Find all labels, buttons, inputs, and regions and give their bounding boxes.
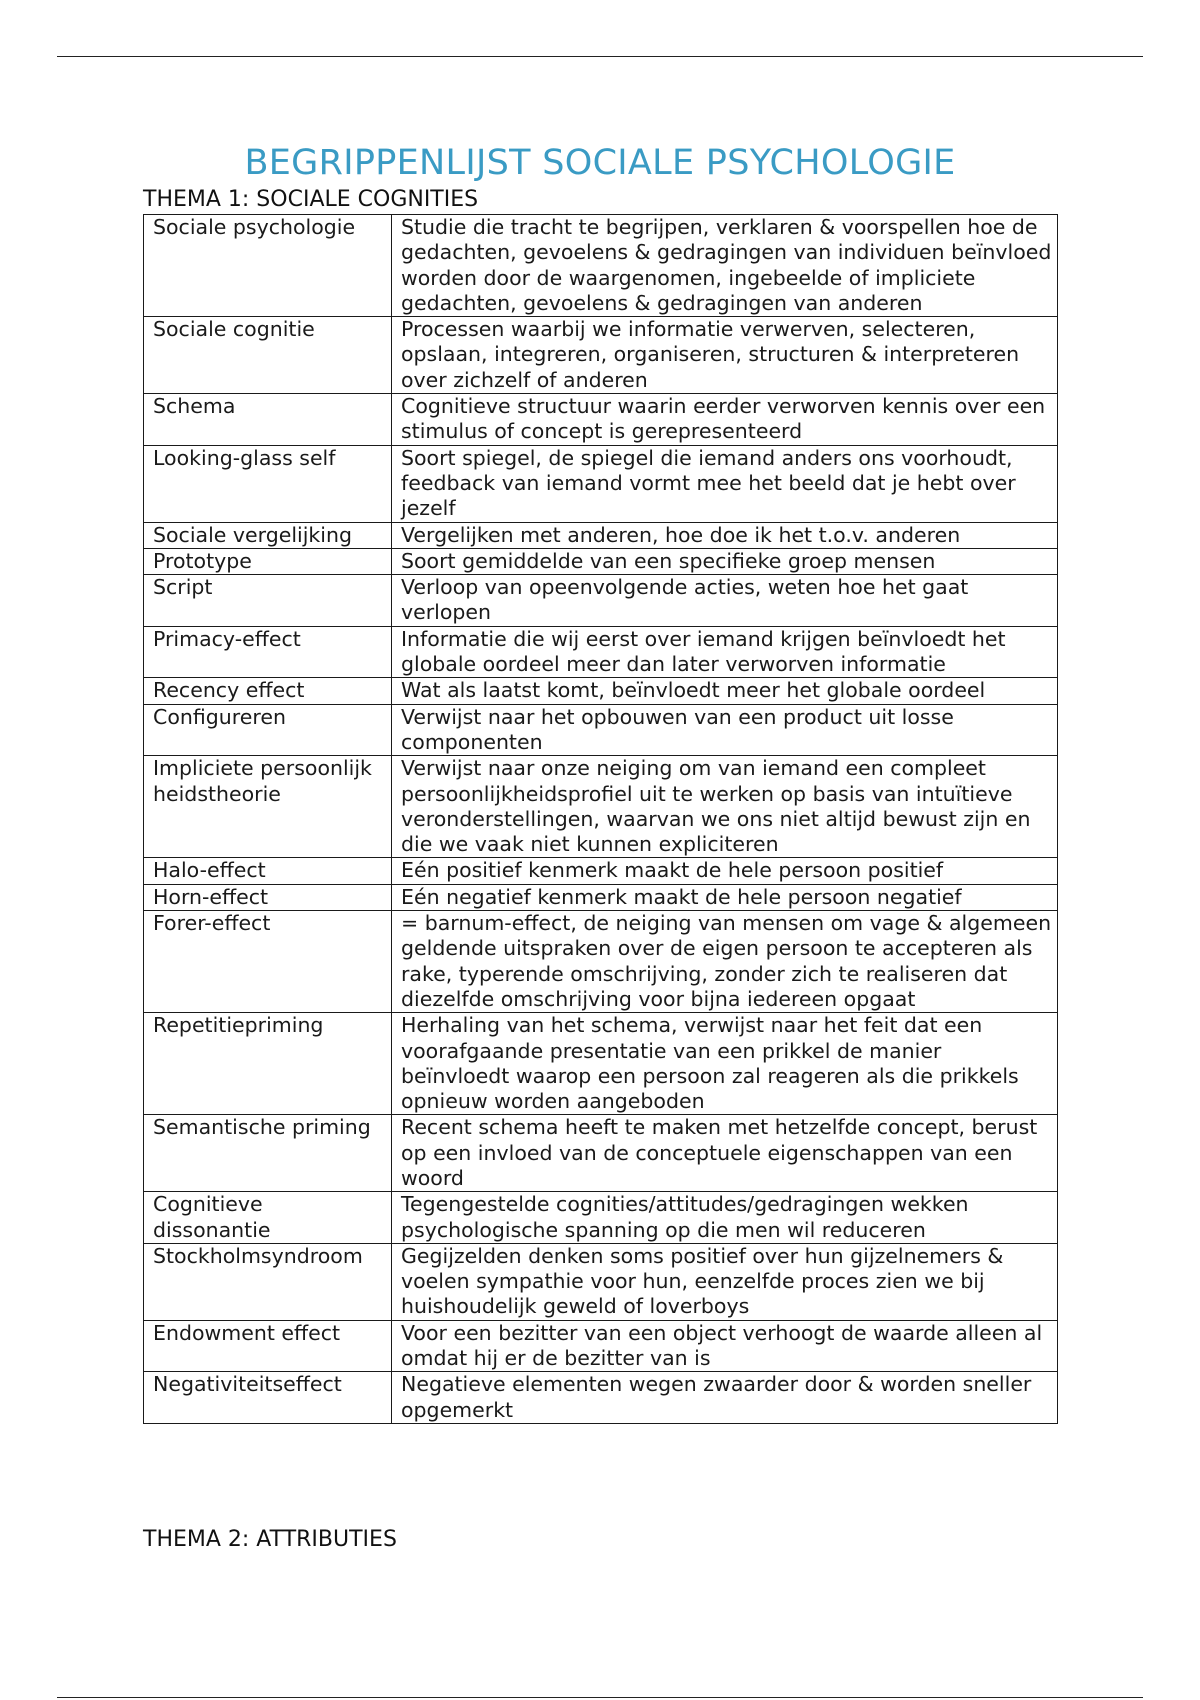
table-row (144, 575, 1058, 627)
definition-cell: Verwijst naar het opbouwen van een product uit losse componenten (392, 704, 1058, 756)
table-row (144, 1115, 1058, 1192)
term-cell: Halo-effect (144, 858, 392, 884)
definition-cell: Eén negatief kenmerk maakt de hele persoon negatief (392, 884, 1058, 910)
table-row (144, 858, 1058, 884)
definition-cell: Gegijzelden denken soms positief over hun gijzelnemers & voelen sympathie voor hun, eenzelfde proces zien we bij huishoudelijk geweld of loverboys (392, 1243, 1058, 1320)
term-cell: Negativiteitseffect (144, 1372, 392, 1424)
term-cell: Configureren (144, 704, 392, 756)
table-row (144, 1243, 1058, 1320)
term-cell: Prototype (144, 548, 392, 574)
term-cell: Looking-glass self (144, 445, 392, 522)
definition-cell: Negatieve elementen wegen zwaarder door & worden sneller opgemerkt (392, 1372, 1058, 1424)
term-cell: Schema (144, 394, 392, 446)
theme-2-heading: THEMA 2: ATTRIBUTIES (143, 1527, 397, 1552)
definition-cell: Recent schema heeft te maken met hetzelfde concept, berust op een invloed van de conceptuele eigenschappen van een woord (392, 1115, 1058, 1192)
definition-cell: Tegengestelde cognities/attitudes/gedragingen wekken psychologische spanning op die men wil reduceren (392, 1192, 1058, 1244)
definition-cell: Cognitieve structuur waarin eerder verworven kennis over een stimulus of concept is gerepresenteerd (392, 394, 1058, 446)
table-row (144, 626, 1058, 678)
table-row (144, 445, 1058, 522)
table-row (144, 317, 1058, 394)
definition-cell: Voor een bezitter van een object verhoogt de waarde alleen al omdat hij er de bezitter van is (392, 1320, 1058, 1372)
term-cell: Endowment effect (144, 1320, 392, 1372)
theme-1-heading: THEMA 1: SOCIALE COGNITIES (143, 187, 479, 212)
term-cell: Cognitieve dissonantie (144, 1192, 392, 1244)
header-rule (57, 56, 1143, 57)
definition-cell: Studie die tracht te begrijpen, verklaren & voorspellen hoe de gedachten, gevoelens & gedragingen van individuen beïnvloed worden door de waargenomen, ingebeelde of impliciete gedachten, gevoelens & gedragingen van anderen (392, 215, 1058, 317)
glossary-table (143, 214, 1058, 1424)
definition-cell: = barnum-effect, de neiging van mensen om vage & algemeen geldende uitspraken over de eigen persoon te accepteren als rake, typerende omschrijving, zonder zich te realiseren dat diezelfde omschrijving voor bijna iedereen opgaat (392, 911, 1058, 1013)
table-row (144, 1320, 1058, 1372)
term-cell: Repetitiepriming (144, 1013, 392, 1115)
term-cell: Sociale cognitie (144, 317, 392, 394)
definition-cell: Eén positief kenmerk maakt de hele persoon positief (392, 858, 1058, 884)
footer-rule (57, 1697, 1143, 1698)
definition-cell: Soort spiegel, de spiegel die iemand anders ons voorhoudt, feedback van iemand vormt mee het beeld dat je hebt over jezelf (392, 445, 1058, 522)
table-row (144, 756, 1058, 858)
table-row (144, 884, 1058, 910)
table-row (144, 215, 1058, 317)
definition-cell: Verloop van opeenvolgende acties, weten hoe het gaat verlopen (392, 575, 1058, 627)
table-row (144, 1013, 1058, 1115)
term-cell: Sociale psychologie (144, 215, 392, 317)
term-cell: Primacy-effect (144, 626, 392, 678)
term-cell: Horn-effect (144, 884, 392, 910)
definition-cell: Informatie die wij eerst over iemand krijgen beïnvloedt het globale oordeel meer dan later verworven informatie (392, 626, 1058, 678)
term-cell: Impliciete persoonlijkheidstheorie (144, 756, 392, 858)
term-cell: Forer-effect (144, 911, 392, 1013)
definition-cell: Vergelijken met anderen, hoe doe ik het t.o.v. anderen (392, 522, 1058, 548)
term-cell: Semantische priming (144, 1115, 392, 1192)
definition-cell: Verwijst naar onze neiging om van iemand een compleet persoonlijkheidsprofiel uit te werken op basis van intuïtieve veronderstellingen, waarvan we ons niet altijd bewust zijn en die we vaak niet kunnen expliciteren (392, 756, 1058, 858)
table-row (144, 911, 1058, 1013)
page-title: BEGRIPPENLIJST SOCIALE PSYCHOLOGIE (244, 143, 956, 183)
term-cell: Sociale vergelijking (144, 522, 392, 548)
term-cell: Script (144, 575, 392, 627)
term-cell: Stockholmsyndroom (144, 1243, 392, 1320)
definition-cell: Herhaling van het schema, verwijst naar het feit dat een voorafgaande presentatie van een prikkel de manier beïnvloedt waarop een persoon zal reageren als die prikkels opnieuw worden aangeboden (392, 1013, 1058, 1115)
table-row (144, 678, 1058, 704)
table-row (144, 1192, 1058, 1244)
table-row (144, 522, 1058, 548)
table-row (144, 394, 1058, 446)
table-row (144, 704, 1058, 756)
table-row (144, 1372, 1058, 1424)
table-row (144, 548, 1058, 574)
definition-cell: Soort gemiddelde van een specifieke groep mensen (392, 548, 1058, 574)
definition-cell: Processen waarbij we informatie verwerven, selecteren, opslaan, integreren, organiseren, structuren & interpreteren over zichzelf of anderen (392, 317, 1058, 394)
term-cell: Recency effect (144, 678, 392, 704)
definition-cell: Wat als laatst komt, beïnvloedt meer het globale oordeel (392, 678, 1058, 704)
